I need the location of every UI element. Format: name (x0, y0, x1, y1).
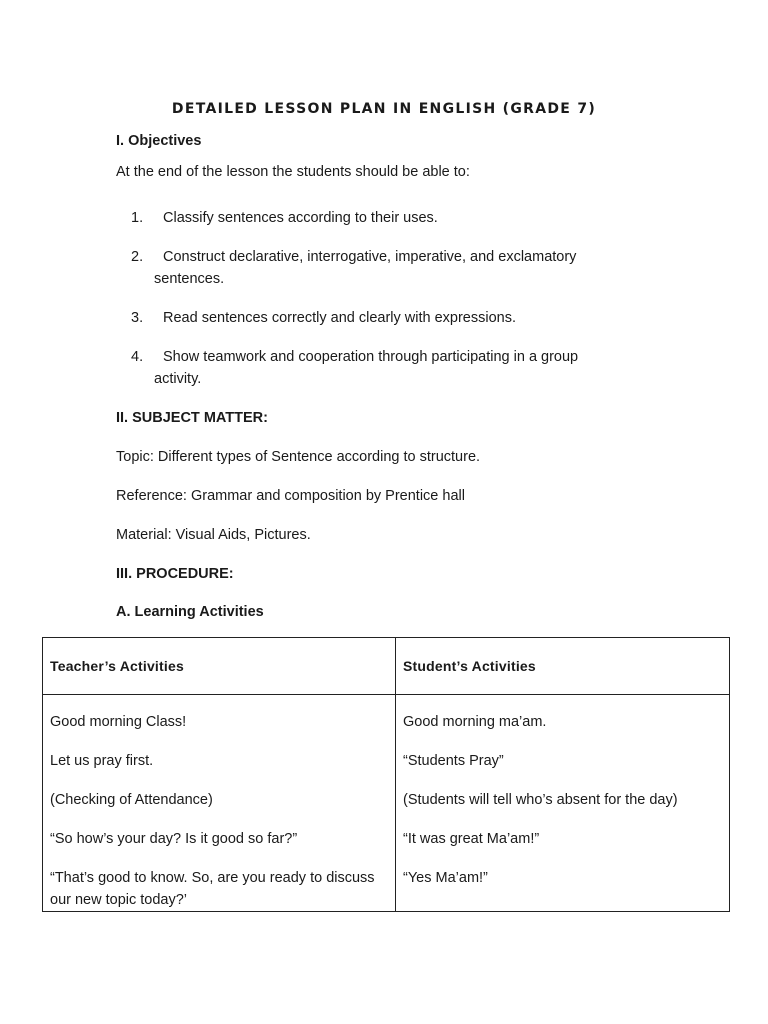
teacher-activities-cell (43, 695, 396, 912)
teacher-line: “So how’s your day? Is it good so far?” (50, 831, 298, 847)
objective-text: Read sentences correctly and clearly with expressions. (163, 310, 516, 326)
student-line: “It was great Ma’am!” (403, 831, 540, 847)
objective-text-continued: activity. (154, 371, 202, 387)
list-number: 4. (131, 349, 144, 365)
objectives-intro: At the end of the lesson the students should be able to: (116, 164, 470, 180)
subject-matter-heading: II. SUBJECT MATTER: (116, 410, 268, 426)
student-activities-header: Student’s Activities (396, 638, 730, 695)
objective-text: Show teamwork and cooperation through participating in a group (163, 349, 579, 365)
list-number: 2. (131, 249, 144, 265)
table-row (43, 695, 730, 912)
teacher-line: “That’s good to know. So, are you ready to discuss our new topic today?’ (50, 870, 375, 908)
activities-table (42, 637, 730, 912)
objective-text: Construct declarative, interrogative, imperative, and exclamatory (163, 249, 577, 265)
objective-item (131, 207, 631, 229)
objectives-heading: I. Objectives (116, 133, 202, 149)
list-number: 1. (131, 210, 144, 226)
student-line: (Students will tell who’s absent for the day) (403, 792, 678, 808)
student-line: Good morning ma’am. (403, 714, 547, 730)
topic-line: Topic: Different types of Sentence according to structure. (116, 449, 481, 465)
objective-text: Classify sentences according to their uses. (163, 210, 438, 226)
student-activities-cell (396, 695, 730, 912)
objective-item (131, 307, 631, 329)
objective-text-continued: sentences. (154, 271, 225, 287)
teacher-line: Let us pray first. (50, 753, 154, 769)
material-line: Material: Visual Aids, Pictures. (116, 527, 311, 543)
table-header-row (43, 638, 730, 695)
student-line: “Yes Ma’am!” (403, 870, 488, 886)
learning-activities-heading: A. Learning Activities (116, 604, 264, 620)
list-number: 3. (131, 310, 144, 326)
objective-item (131, 346, 631, 390)
reference-line: Reference: Grammar and composition by Prentice hall (116, 488, 465, 504)
objective-item (131, 246, 631, 290)
teacher-activities-header: Teacher’s Activities (43, 638, 396, 695)
teacher-line: Good morning Class! (50, 714, 187, 730)
page-title: DETAILED LESSON PLAN IN ENGLISH (GRADE 7) (171, 101, 597, 117)
procedure-heading: III. PROCEDURE: (116, 566, 234, 582)
teacher-line: (Checking of Attendance) (50, 792, 213, 808)
student-line: “Students Pray” (403, 753, 504, 769)
